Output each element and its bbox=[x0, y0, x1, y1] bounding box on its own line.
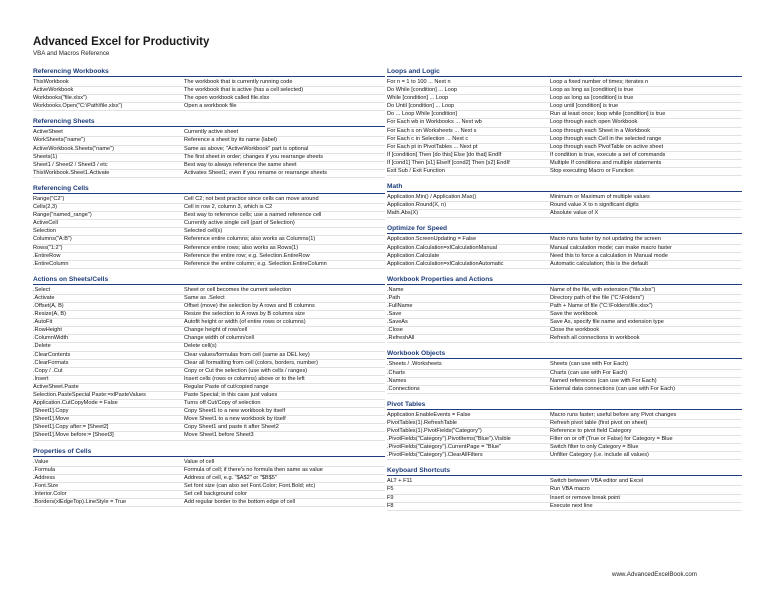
description: Activates Sheet1; even if you rename or rearrange sheets bbox=[184, 169, 328, 176]
reference-row bbox=[33, 483, 385, 491]
code-snippet: ThisWorkbook bbox=[33, 79, 69, 85]
reference-row bbox=[387, 420, 742, 428]
reference-row bbox=[387, 295, 742, 303]
reference-row bbox=[387, 245, 742, 253]
description: The first sheet in order; changes if you rearrange sheets bbox=[184, 153, 323, 160]
code-snippet: Math.Abs(X) bbox=[387, 210, 419, 217]
section-properties-of-cells bbox=[33, 448, 385, 508]
section-heading: Math bbox=[387, 183, 742, 192]
section-heading: Workbook Properties and Actions bbox=[387, 276, 742, 285]
code-snippet: Application.EnableEvents = False bbox=[387, 411, 471, 418]
description: Copy Sheet1 to a new workbook by itself bbox=[184, 408, 286, 415]
code-snippet: Application.CutCopyMode = False bbox=[33, 400, 118, 407]
description: Refresh pivot table (first pivot on sheet) bbox=[550, 419, 648, 426]
reference-row bbox=[387, 152, 742, 160]
code-snippet: [Sheet1].Move before:= [Sheet3] bbox=[33, 432, 114, 439]
code-snippet: If [condition] Then [do this] Else [do that] EndIf bbox=[387, 151, 502, 158]
reference-row bbox=[387, 119, 742, 127]
reference-row bbox=[387, 103, 742, 111]
description: Set cell background color bbox=[184, 490, 247, 497]
code-snippet: Application.Round(X, n) bbox=[387, 202, 447, 209]
code-snippet: F8 bbox=[387, 502, 394, 509]
left-column bbox=[33, 68, 385, 514]
description: Loop through each Sheet in a Workbook bbox=[550, 127, 651, 134]
code-snippet: .FullName bbox=[387, 302, 413, 309]
reference-row bbox=[33, 87, 385, 95]
code-snippet: .ColumnWidth bbox=[33, 335, 69, 342]
description: Offset (move) the selection by A rows and B columns bbox=[184, 302, 315, 309]
code-snippet: .PivotFields("Category").PivotItems("Blue").Visible bbox=[387, 436, 511, 443]
code-snippet: Cells(2,3) bbox=[33, 204, 57, 211]
description: Resize the selection to A rows by B columns size bbox=[184, 311, 305, 318]
code-snippet: .Select bbox=[33, 286, 51, 293]
description: Autofit height or width (of entire rows or columns) bbox=[184, 319, 306, 326]
code-snippet: .Offset(A, B) bbox=[33, 302, 64, 309]
code-snippet: For Each c in Selection ... Next c bbox=[387, 135, 469, 142]
code-snippet: Range("C2") bbox=[33, 195, 65, 202]
code-snippet: .Delete bbox=[33, 343, 51, 350]
code-snippet: .Formula bbox=[33, 466, 56, 473]
reference-row bbox=[33, 196, 385, 204]
description: The workbook that is active (has a cell selected) bbox=[184, 87, 304, 94]
section-workbook-objects bbox=[387, 350, 742, 393]
code-snippet: Application.ScreenUpdating = False bbox=[387, 236, 477, 243]
description: Value of cell bbox=[184, 458, 215, 465]
code-snippet: ThisWorkbook.Sheet1.Activate bbox=[33, 169, 110, 176]
description: Move Sheet1 to a new workbook by itself bbox=[184, 416, 286, 423]
code-snippet: .RowHeight bbox=[33, 327, 62, 334]
description: Address of cell, e.g. "$A$2" or "$B$5" bbox=[184, 474, 277, 481]
section-referencing-workbooks bbox=[33, 68, 385, 111]
reference-row bbox=[33, 103, 385, 111]
description: Switch filter to only Category = Blue bbox=[550, 444, 639, 451]
description: Filter on or off (True or False) for Category = Blue bbox=[550, 436, 673, 443]
reference-row bbox=[387, 386, 742, 394]
reference-row bbox=[33, 311, 385, 319]
description: Macro runs faster by not updating the screen bbox=[550, 236, 662, 243]
description: Refresh all connections in workbook bbox=[550, 335, 640, 342]
code-snippet: .Address bbox=[33, 474, 56, 481]
reference-row bbox=[33, 236, 385, 244]
description: Cell C2; not best practice since cells can move around bbox=[184, 195, 319, 202]
page-subtitle: VBA and Macros Reference bbox=[33, 50, 110, 57]
description: Minimum or Maximum of multiple values bbox=[550, 194, 650, 201]
reference-row bbox=[387, 136, 742, 144]
description: Move Sheet1 before Sheet3 bbox=[184, 432, 254, 439]
reference-row bbox=[33, 400, 385, 408]
reference-row bbox=[33, 491, 385, 499]
description: Open a workbook file bbox=[184, 103, 237, 110]
description: Run VBA macro bbox=[550, 486, 590, 493]
description: Charts (can use with For Each) bbox=[550, 369, 628, 376]
code-snippet: For n = 1 to 100 ... Next n bbox=[387, 79, 451, 85]
reference-row bbox=[33, 335, 385, 343]
reference-row bbox=[387, 452, 742, 460]
code-snippet: ALT + F11 bbox=[387, 478, 413, 485]
description: Turns off Cut/Copy of selection bbox=[184, 400, 261, 407]
reference-row bbox=[33, 261, 385, 269]
section-workbook-properties-and-actions bbox=[387, 276, 742, 344]
description: Insert cells (rows or columns) above or to the left bbox=[184, 375, 305, 382]
description: Automatic calculation; this is the default bbox=[550, 260, 648, 267]
reference-row bbox=[387, 287, 742, 295]
code-snippet: For Each s on Worksheets ... Next s bbox=[387, 127, 477, 134]
description: Reference entire columns; also works as Columns(1) bbox=[184, 236, 316, 243]
description: Run at least once; loop while [condition] is true bbox=[550, 111, 666, 118]
code-snippet: .PivotFields("Category").CurrentPage = "Blue" bbox=[387, 444, 502, 451]
code-snippet: .Interior.Color bbox=[33, 490, 67, 497]
code-snippet: ActiveSheet bbox=[33, 129, 63, 136]
description: Stop executing Macro or Function bbox=[550, 168, 634, 175]
description: Reference a sheet by its name (label) bbox=[184, 137, 277, 144]
section-referencing-cells bbox=[33, 185, 385, 269]
reference-row bbox=[33, 146, 385, 154]
description: Multiple If conditions and multiple statements bbox=[550, 159, 662, 166]
description: Loop through each open Workbook bbox=[550, 119, 638, 126]
reference-row bbox=[33, 319, 385, 327]
reference-row bbox=[33, 245, 385, 253]
code-snippet: .Connections bbox=[387, 385, 420, 392]
description: Reference entire rows; also works as Rows(1) bbox=[184, 244, 299, 251]
description: Loop through each Cell in the selected range bbox=[550, 135, 662, 142]
code-snippet: Workbooks("file.xlsx") bbox=[33, 95, 87, 102]
description: Cell in row 2, column 3, which is C2 bbox=[184, 204, 273, 211]
reference-row bbox=[33, 129, 385, 137]
section-heading: Keyboard Shortcuts bbox=[387, 467, 742, 476]
reference-row bbox=[387, 202, 742, 210]
reference-row bbox=[33, 432, 385, 440]
reference-row bbox=[387, 236, 742, 244]
code-snippet: ActiveSheet.Paste bbox=[33, 383, 79, 390]
description: The workbook that is currently running code bbox=[184, 79, 293, 85]
code-snippet: Selection bbox=[33, 228, 57, 235]
reference-row bbox=[33, 368, 385, 376]
code-snippet: Application.Calculate bbox=[387, 252, 440, 259]
reference-row bbox=[387, 79, 742, 87]
reference-row bbox=[33, 475, 385, 483]
code-snippet: .Font.Size bbox=[33, 482, 59, 489]
reference-row bbox=[33, 327, 385, 335]
description: The open workbook called file.xlsx bbox=[184, 95, 270, 102]
section-heading: Referencing Cells bbox=[33, 185, 385, 194]
description: Loop as long as [condition] is true bbox=[550, 87, 634, 94]
code-snippet: .Sheets / .Worksheets bbox=[387, 361, 442, 368]
code-snippet: For Each pt in PivotTables ... Next pt bbox=[387, 143, 478, 150]
description: Paste Special; in this case just values bbox=[184, 392, 278, 398]
description: Selected cell(s) bbox=[184, 228, 223, 235]
section-referencing-sheets bbox=[33, 118, 385, 178]
code-snippet: .Insert bbox=[33, 375, 49, 382]
description: Currently active single cell (part of Selection) bbox=[184, 220, 295, 227]
reference-row bbox=[387, 503, 742, 511]
reference-row bbox=[387, 303, 742, 311]
reference-row bbox=[387, 210, 742, 218]
description: Name of the file, with extension ("file.xlsx") bbox=[550, 286, 656, 293]
reference-row bbox=[387, 87, 742, 95]
reference-row bbox=[387, 261, 742, 269]
code-snippet: .ClearContents bbox=[33, 351, 71, 358]
code-snippet: [Sheet1].Move bbox=[33, 416, 70, 423]
description: Manual calculation mode; can make macro faster bbox=[550, 244, 672, 251]
code-snippet: If [cond1] Then [s1] ElseIf [cond2] Then [s2] EndIf bbox=[387, 159, 510, 166]
description: If condition is true, execute a set of commands bbox=[550, 151, 666, 158]
description: Loop until [condition] is true bbox=[550, 103, 619, 110]
code-snippet: For Each wb in Workbooks ... Next wb bbox=[387, 119, 482, 126]
code-snippet: .ClearFormats bbox=[33, 359, 69, 366]
description: Set font size (can also set Font.Color; Font.Bold; etc) bbox=[184, 482, 316, 489]
section-heading: Referencing Sheets bbox=[33, 118, 385, 127]
code-snippet: Sheets(1) bbox=[33, 153, 58, 160]
description: Round value X to n significant digits bbox=[550, 202, 639, 209]
reference-row bbox=[33, 137, 385, 145]
reference-row bbox=[387, 327, 742, 335]
reference-row bbox=[33, 408, 385, 416]
reference-row bbox=[33, 352, 385, 360]
code-snippet: WorkSheets("name") bbox=[33, 137, 86, 144]
code-snippet: .Name bbox=[387, 286, 404, 293]
section-heading: Actions on Sheets/Cells bbox=[33, 276, 385, 285]
code-snippet: .Resize(A, B) bbox=[33, 311, 66, 318]
reference-row bbox=[387, 95, 742, 103]
description: Save As, specify file name and extension type bbox=[550, 319, 664, 326]
reference-row bbox=[33, 499, 385, 507]
code-snippet: While [condition] ... Loop bbox=[387, 95, 449, 102]
reference-row bbox=[33, 162, 385, 170]
code-snippet: .Value bbox=[33, 458, 49, 465]
description: Copy or Cut the selection (use with cells / ranges) bbox=[184, 367, 308, 374]
code-snippet: .PivotFields("Category").ClearAllFilters bbox=[387, 452, 483, 459]
code-snippet: Selection.PasteSpecial Paste:=xlPasteValues bbox=[33, 392, 146, 398]
page-title: Advanced Excel for Productivity bbox=[33, 36, 210, 48]
reference-row bbox=[33, 79, 385, 87]
description: Reference to pivot field Category bbox=[550, 428, 632, 434]
code-snippet: .EntireRow bbox=[33, 252, 61, 259]
code-snippet: .Charts bbox=[387, 369, 406, 376]
description: Sheet or cell becomes the current selection bbox=[184, 286, 292, 293]
description: Reference the entire row; e.g. Selection.EntireRow bbox=[184, 252, 310, 259]
description: Loop as long as [condition] is true bbox=[550, 95, 634, 102]
description: Switch between VBA editor and Excel bbox=[550, 478, 644, 485]
description: Sheets (can use with For Each) bbox=[550, 361, 629, 368]
description: Formula of cell; if there's no formula then same as value bbox=[184, 466, 323, 473]
reference-row bbox=[33, 467, 385, 475]
reference-row bbox=[33, 384, 385, 392]
code-snippet: .Names bbox=[387, 377, 407, 384]
code-snippet: ActiveWorkbook bbox=[33, 87, 74, 94]
description: Loop a fixed number of times; iterates n bbox=[550, 79, 649, 85]
description: Need this to force a calculation in Manual mode bbox=[550, 252, 668, 259]
section-optimize-for-speed bbox=[387, 225, 742, 268]
code-snippet: Do Until [condition] ... Loop bbox=[387, 103, 455, 110]
description: Save the workbook bbox=[550, 311, 598, 318]
code-snippet: PivotTables(1).PivotFields("Category") bbox=[387, 428, 482, 434]
description: Named references (can use with For Each) bbox=[550, 377, 657, 384]
reference-row bbox=[387, 194, 742, 202]
reference-row bbox=[387, 144, 742, 152]
reference-row bbox=[387, 478, 742, 486]
reference-row bbox=[387, 378, 742, 386]
description: Change width of column/cell bbox=[184, 335, 254, 342]
reference-row bbox=[33, 204, 385, 212]
code-snippet: Sheet1 / Sheet2 / Sheet3 / etc bbox=[33, 161, 108, 168]
section-heading: Referencing Workbooks bbox=[33, 68, 385, 77]
reference-row bbox=[33, 95, 385, 103]
code-snippet: .EntireColumn bbox=[33, 260, 69, 267]
code-snippet: ActiveCell bbox=[33, 220, 58, 227]
description: Same as .Select bbox=[184, 294, 225, 301]
code-snippet: Do While [condition] ... Loop bbox=[387, 87, 457, 94]
description: Loop through each PivotTable on active sheet bbox=[550, 143, 664, 150]
code-snippet: .Save bbox=[387, 311, 402, 318]
description: Delete cell(s) bbox=[184, 343, 217, 350]
description: Insert or remove break point bbox=[550, 494, 620, 501]
reference-row bbox=[33, 220, 385, 228]
description: Path + Name of file ("C:\Folders\file.xlsx") bbox=[550, 302, 653, 309]
section-keyboard-shortcuts bbox=[387, 467, 742, 510]
description: Absolute value of X bbox=[550, 210, 599, 217]
section-heading: Optimize for Speed bbox=[387, 225, 742, 234]
code-snippet: Workbooks.Open("C:\Path\file.xlsx") bbox=[33, 103, 123, 110]
code-snippet: F5 bbox=[387, 486, 394, 493]
code-snippet: [Sheet1].Copy after:= [Sheet2] bbox=[33, 424, 109, 431]
description: Close the workbook bbox=[550, 327, 600, 334]
reference-row bbox=[33, 376, 385, 384]
description: Directory path of the file ("C:\Folders") bbox=[550, 294, 645, 301]
code-snippet: .RefreshAll bbox=[387, 335, 415, 342]
description: Clear all formatting from cell (colors, borders, number) bbox=[184, 359, 318, 366]
section-loops-and-logic bbox=[387, 68, 742, 176]
code-snippet: .AutoFit bbox=[33, 319, 53, 326]
code-snippet: Application.Calculation=xlCalculationAutomatic bbox=[387, 260, 504, 267]
reference-row bbox=[33, 170, 385, 178]
description: External data connections (can use with For Each) bbox=[550, 385, 675, 392]
reference-row bbox=[387, 370, 742, 378]
code-snippet: .SaveAs bbox=[387, 319, 408, 326]
description: Add regular border to the bottom edge of cell bbox=[184, 499, 296, 506]
description: Execute next line bbox=[550, 502, 593, 509]
section-heading: Pivot Tables bbox=[387, 401, 742, 410]
reference-row bbox=[33, 416, 385, 424]
code-snippet: .Activate bbox=[33, 294, 55, 301]
description: Best way to always reference the same sheet bbox=[184, 161, 297, 168]
description: Currently active sheet bbox=[184, 129, 239, 136]
description: Clear values/formulas from cell (same as DEL key) bbox=[184, 351, 310, 358]
reference-row bbox=[33, 459, 385, 467]
reference-row bbox=[387, 111, 742, 119]
reference-row bbox=[387, 311, 742, 319]
code-snippet: .Close bbox=[387, 327, 403, 334]
description: Best way to reference cells; use a named reference cell bbox=[184, 212, 322, 219]
code-snippet: Rows("1:2") bbox=[33, 244, 63, 251]
reference-row bbox=[387, 319, 742, 327]
reference-row bbox=[33, 303, 385, 311]
reference-row bbox=[387, 495, 742, 503]
description: Change height of row/cell bbox=[184, 327, 248, 334]
code-snippet: PivotTables(1).RefreshTable bbox=[387, 419, 457, 426]
code-snippet: ActiveWorkbook.Sheets("name") bbox=[33, 145, 114, 152]
reference-row bbox=[387, 168, 742, 176]
reference-row bbox=[387, 486, 742, 494]
reference-row bbox=[33, 154, 385, 162]
reference-row bbox=[33, 287, 385, 295]
reference-row bbox=[387, 412, 742, 420]
section-actions-on-sheets-cells bbox=[33, 276, 385, 441]
section-math bbox=[387, 183, 742, 218]
reference-row bbox=[387, 160, 742, 168]
reference-row bbox=[33, 253, 385, 261]
section-heading: Loops and Logic bbox=[387, 68, 742, 77]
code-snippet: F9 bbox=[387, 494, 394, 501]
code-snippet: Application.Min() / Application.Max() bbox=[387, 194, 477, 201]
code-snippet: Do ... Loop While [condition] bbox=[387, 111, 457, 118]
section-heading: Workbook Objects bbox=[387, 350, 742, 359]
right-column bbox=[387, 68, 742, 518]
description: Macro runs faster; useful before any Pivot changes bbox=[550, 411, 677, 418]
code-snippet: Columns("A:B") bbox=[33, 236, 72, 243]
section-heading: Properties of Cells bbox=[33, 448, 385, 457]
reference-row bbox=[33, 360, 385, 368]
reference-row bbox=[387, 428, 742, 436]
code-snippet: Exit Sub / Exit Function bbox=[387, 168, 445, 175]
description: Unfilter Category (i.e. include all values) bbox=[550, 452, 649, 459]
reference-row bbox=[33, 343, 385, 351]
reference-row bbox=[33, 392, 385, 400]
code-snippet: [Sheet1].Copy bbox=[33, 408, 69, 415]
reference-row bbox=[387, 436, 742, 444]
reference-row bbox=[387, 335, 742, 343]
description: Copy Sheet1 and paste it after Sheet2 bbox=[184, 424, 279, 431]
description: Same as above; "ActiveWorkbook" part is optional bbox=[184, 145, 309, 152]
reference-row bbox=[33, 212, 385, 220]
code-snippet: Application.Calculation=xlCalculationManual bbox=[387, 244, 497, 251]
code-snippet: .Path bbox=[387, 294, 401, 301]
reference-row bbox=[33, 228, 385, 236]
section-pivot-tables bbox=[387, 401, 742, 461]
code-snippet: .Borders(xlEdgeTop).LineStyle = True bbox=[33, 499, 127, 506]
reference-row bbox=[387, 361, 742, 369]
reference-row bbox=[33, 424, 385, 432]
code-snippet: Range("named_range") bbox=[33, 212, 92, 219]
reference-row bbox=[387, 444, 742, 452]
code-snippet: .Copy / .Cut bbox=[33, 367, 63, 374]
reference-row bbox=[387, 253, 742, 261]
description: Reference the entire column; e.g. Selection.EntireColumn bbox=[184, 260, 327, 267]
footer-website: www.AdvancedExcelBook.com bbox=[612, 571, 697, 578]
reference-row bbox=[33, 295, 385, 303]
description: Regular Paste of cut/copied range bbox=[184, 383, 269, 390]
reference-row bbox=[387, 128, 742, 136]
